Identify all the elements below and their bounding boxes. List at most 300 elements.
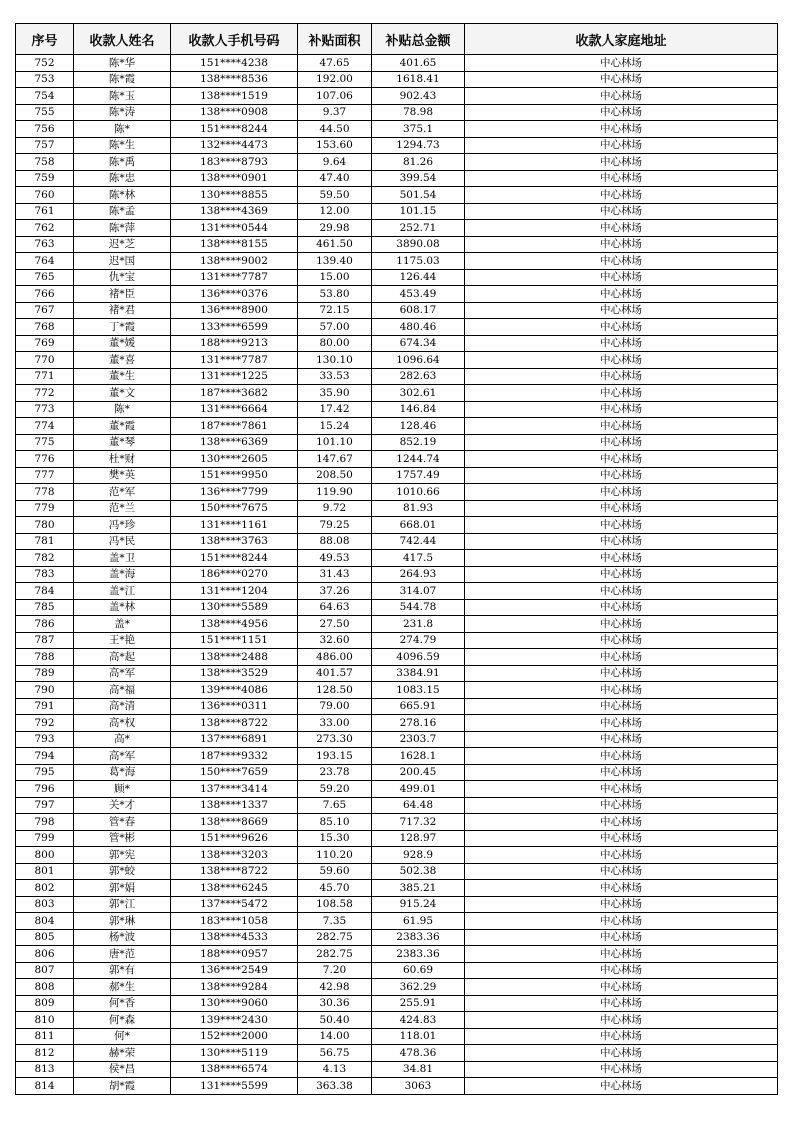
cell-payee-name: 董*霞 <box>74 418 171 435</box>
cell-payee-phone: 138****8669 <box>171 814 298 831</box>
cell-subsidy-area: 461.50 <box>298 236 372 253</box>
cell-subsidy-amount: 3384.91 <box>372 665 465 682</box>
cell-subsidy-amount: 255.91 <box>372 995 465 1012</box>
cell-serial: 805 <box>16 929 74 946</box>
cell-payee-phone: 138****8536 <box>171 71 298 88</box>
cell-payee-phone: 138****8155 <box>171 236 298 253</box>
cell-subsidy-area: 23.78 <box>298 764 372 781</box>
cell-serial: 785 <box>16 599 74 616</box>
cell-subsidy-amount: 81.93 <box>372 500 465 517</box>
cell-payee-name: 盖* <box>74 616 171 633</box>
cell-serial: 789 <box>16 665 74 682</box>
cell-payee-phone: 188****9213 <box>171 335 298 352</box>
cell-payee-phone: 131****5599 <box>171 1078 298 1095</box>
cell-serial: 782 <box>16 550 74 567</box>
cell-home-address: 中心林场 <box>465 71 778 88</box>
table-row <box>16 1028 778 1045</box>
cell-subsidy-area: 401.57 <box>298 665 372 682</box>
cell-home-address: 中心林场 <box>465 649 778 666</box>
subsidy-table <box>15 23 778 1095</box>
table-row <box>16 434 778 451</box>
cell-home-address: 中心林场 <box>465 781 778 798</box>
cell-home-address: 中心林场 <box>465 319 778 336</box>
cell-payee-phone: 138****8722 <box>171 715 298 732</box>
table-row <box>16 467 778 484</box>
cell-payee-phone: 151****1151 <box>171 632 298 649</box>
cell-payee-phone: 186****0270 <box>171 566 298 583</box>
table-row <box>16 104 778 121</box>
cell-home-address: 中心林场 <box>465 566 778 583</box>
table-row <box>16 121 778 138</box>
cell-subsidy-area: 33.53 <box>298 368 372 385</box>
cell-payee-name: 侯*昌 <box>74 1061 171 1078</box>
cell-payee-name: 范*军 <box>74 484 171 501</box>
cell-home-address: 中心林场 <box>465 484 778 501</box>
cell-subsidy-area: 47.65 <box>298 55 372 72</box>
cell-subsidy-amount: 282.63 <box>372 368 465 385</box>
cell-payee-phone: 137****3414 <box>171 781 298 798</box>
cell-subsidy-amount: 200.45 <box>372 764 465 781</box>
cell-serial: 768 <box>16 319 74 336</box>
cell-payee-name: 唐*范 <box>74 946 171 963</box>
cell-serial: 754 <box>16 88 74 105</box>
header-payee-name: 收款人姓名 <box>74 24 171 55</box>
cell-payee-phone: 136****8900 <box>171 302 298 319</box>
cell-subsidy-area: 50.40 <box>298 1012 372 1029</box>
cell-subsidy-amount: 375.1 <box>372 121 465 138</box>
cell-payee-name: 董*喜 <box>74 352 171 369</box>
cell-serial: 808 <box>16 979 74 996</box>
table-row <box>16 187 778 204</box>
cell-serial: 796 <box>16 781 74 798</box>
table-row <box>16 302 778 319</box>
cell-payee-phone: 138****1337 <box>171 797 298 814</box>
cell-subsidy-amount: 118.01 <box>372 1028 465 1045</box>
cell-subsidy-area: 57.00 <box>298 319 372 336</box>
cell-home-address: 中心林场 <box>465 170 778 187</box>
table-row <box>16 946 778 963</box>
cell-serial: 783 <box>16 566 74 583</box>
cell-subsidy-area: 30.36 <box>298 995 372 1012</box>
table-row <box>16 401 778 418</box>
cell-payee-name: 褚*臣 <box>74 286 171 303</box>
table-row <box>16 1012 778 1029</box>
table-row <box>16 566 778 583</box>
table-row <box>16 929 778 946</box>
cell-serial: 761 <box>16 203 74 220</box>
cell-serial: 811 <box>16 1028 74 1045</box>
cell-subsidy-amount: 60.69 <box>372 962 465 979</box>
cell-payee-name: 陈*涛 <box>74 104 171 121</box>
cell-serial: 763 <box>16 236 74 253</box>
cell-subsidy-amount: 2383.36 <box>372 946 465 963</box>
cell-serial: 775 <box>16 434 74 451</box>
cell-payee-phone: 138****9284 <box>171 979 298 996</box>
cell-payee-phone: 138****0901 <box>171 170 298 187</box>
cell-home-address: 中心林场 <box>465 121 778 138</box>
cell-payee-name: 迟*国 <box>74 253 171 270</box>
cell-payee-name: 陈*孟 <box>74 203 171 220</box>
cell-serial: 771 <box>16 368 74 385</box>
cell-subsidy-amount: 64.48 <box>372 797 465 814</box>
cell-subsidy-amount: 401.65 <box>372 55 465 72</box>
cell-home-address: 中心林场 <box>465 929 778 946</box>
cell-home-address: 中心林场 <box>465 797 778 814</box>
cell-subsidy-amount: 665.91 <box>372 698 465 715</box>
cell-payee-phone: 183****8793 <box>171 154 298 171</box>
cell-serial: 794 <box>16 748 74 765</box>
cell-payee-name: 郭*琳 <box>74 913 171 930</box>
cell-payee-phone: 138****6574 <box>171 1061 298 1078</box>
table-row <box>16 599 778 616</box>
cell-payee-name: 陈* <box>74 401 171 418</box>
cell-home-address: 中心林场 <box>465 665 778 682</box>
cell-subsidy-amount: 915.24 <box>372 896 465 913</box>
header-subsidy-area: 补贴面积 <box>298 24 372 55</box>
table-row <box>16 583 778 600</box>
cell-subsidy-amount: 1757.49 <box>372 467 465 484</box>
cell-subsidy-amount: 34.81 <box>372 1061 465 1078</box>
cell-payee-phone: 187****3682 <box>171 385 298 402</box>
cell-payee-phone: 139****2430 <box>171 1012 298 1029</box>
cell-subsidy-area: 12.00 <box>298 203 372 220</box>
cell-payee-name: 郭*蛟 <box>74 863 171 880</box>
cell-serial: 769 <box>16 335 74 352</box>
cell-subsidy-area: 282.75 <box>298 946 372 963</box>
table-row <box>16 236 778 253</box>
cell-home-address: 中心林场 <box>465 467 778 484</box>
cell-subsidy-amount: 252.71 <box>372 220 465 237</box>
cell-serial: 797 <box>16 797 74 814</box>
cell-payee-phone: 150****7675 <box>171 500 298 517</box>
cell-subsidy-area: 119.90 <box>298 484 372 501</box>
cell-subsidy-area: 88.08 <box>298 533 372 550</box>
cell-serial: 778 <box>16 484 74 501</box>
cell-subsidy-area: 192.00 <box>298 71 372 88</box>
cell-home-address: 中心林场 <box>465 748 778 765</box>
cell-payee-phone: 138****1519 <box>171 88 298 105</box>
cell-payee-name: 何*香 <box>74 995 171 1012</box>
table-row <box>16 220 778 237</box>
cell-payee-name: 董*琴 <box>74 434 171 451</box>
cell-subsidy-area: 193.15 <box>298 748 372 765</box>
cell-serial: 790 <box>16 682 74 699</box>
cell-home-address: 中心林场 <box>465 236 778 253</box>
table-row <box>16 682 778 699</box>
cell-subsidy-area: 7.20 <box>298 962 372 979</box>
cell-payee-name: 何*森 <box>74 1012 171 1029</box>
cell-subsidy-area: 37.26 <box>298 583 372 600</box>
cell-serial: 810 <box>16 1012 74 1029</box>
cell-payee-name: 王*艳 <box>74 632 171 649</box>
cell-payee-name: 陈*生 <box>74 137 171 154</box>
cell-subsidy-amount: 478.36 <box>372 1045 465 1062</box>
cell-home-address: 中心林场 <box>465 814 778 831</box>
cell-subsidy-amount: 385.21 <box>372 880 465 897</box>
cell-payee-name: 陈*玉 <box>74 88 171 105</box>
table-row <box>16 715 778 732</box>
cell-payee-name: 赫*荣 <box>74 1045 171 1062</box>
cell-payee-name: 高*军 <box>74 665 171 682</box>
cell-home-address: 中心林场 <box>465 632 778 649</box>
cell-payee-name: 高*福 <box>74 682 171 699</box>
cell-serial: 774 <box>16 418 74 435</box>
cell-payee-name: 陈*禹 <box>74 154 171 171</box>
cell-subsidy-amount: 81.26 <box>372 154 465 171</box>
cell-subsidy-amount: 852.19 <box>372 434 465 451</box>
header-row <box>16 24 778 55</box>
cell-payee-name: 胡*霞 <box>74 1078 171 1095</box>
cell-payee-phone: 130****5589 <box>171 599 298 616</box>
cell-subsidy-amount: 314.07 <box>372 583 465 600</box>
cell-home-address: 中心林场 <box>465 418 778 435</box>
cell-home-address: 中心林场 <box>465 385 778 402</box>
cell-payee-phone: 151****8244 <box>171 121 298 138</box>
cell-payee-phone: 138****9002 <box>171 253 298 270</box>
cell-payee-phone: 138****8722 <box>171 863 298 880</box>
cell-home-address: 中心林场 <box>465 187 778 204</box>
cell-home-address: 中心林场 <box>465 335 778 352</box>
table-body <box>16 55 778 1095</box>
cell-serial: 770 <box>16 352 74 369</box>
cell-home-address: 中心林场 <box>465 269 778 286</box>
table-row <box>16 764 778 781</box>
cell-home-address: 中心林场 <box>465 616 778 633</box>
cell-payee-name: 冯*民 <box>74 533 171 550</box>
table-row <box>16 550 778 567</box>
cell-payee-name: 陈*华 <box>74 55 171 72</box>
cell-payee-phone: 138****6245 <box>171 880 298 897</box>
cell-payee-name: 高*军 <box>74 748 171 765</box>
cell-home-address: 中心林场 <box>465 599 778 616</box>
cell-payee-name: 郭*娟 <box>74 880 171 897</box>
cell-subsidy-area: 208.50 <box>298 467 372 484</box>
cell-payee-name: 管*春 <box>74 814 171 831</box>
cell-home-address: 中心林场 <box>465 500 778 517</box>
cell-serial: 800 <box>16 847 74 864</box>
cell-payee-phone: 131****0544 <box>171 220 298 237</box>
cell-payee-phone: 131****7787 <box>171 269 298 286</box>
table-row <box>16 847 778 864</box>
cell-subsidy-amount: 101.15 <box>372 203 465 220</box>
cell-home-address: 中心林场 <box>465 533 778 550</box>
cell-payee-phone: 136****2549 <box>171 962 298 979</box>
cell-serial: 802 <box>16 880 74 897</box>
cell-serial: 773 <box>16 401 74 418</box>
cell-home-address: 中心林场 <box>465 896 778 913</box>
cell-serial: 804 <box>16 913 74 930</box>
cell-subsidy-area: 29.98 <box>298 220 372 237</box>
table-header <box>16 24 778 55</box>
cell-home-address: 中心林场 <box>465 1061 778 1078</box>
cell-home-address: 中心林场 <box>465 913 778 930</box>
cell-subsidy-amount: 742.44 <box>372 533 465 550</box>
cell-subsidy-amount: 501.54 <box>372 187 465 204</box>
cell-home-address: 中心林场 <box>465 1045 778 1062</box>
cell-serial: 799 <box>16 830 74 847</box>
cell-subsidy-area: 85.10 <box>298 814 372 831</box>
cell-home-address: 中心林场 <box>465 220 778 237</box>
cell-subsidy-area: 486.00 <box>298 649 372 666</box>
cell-payee-name: 高*清 <box>74 698 171 715</box>
cell-home-address: 中心林场 <box>465 203 778 220</box>
cell-subsidy-area: 282.75 <box>298 929 372 946</box>
cell-subsidy-area: 59.60 <box>298 863 372 880</box>
header-payee-phone: 收款人手机号码 <box>171 24 298 55</box>
cell-subsidy-area: 7.65 <box>298 797 372 814</box>
cell-subsidy-amount: 502.38 <box>372 863 465 880</box>
cell-payee-phone: 131****1161 <box>171 517 298 534</box>
cell-payee-phone: 187****7861 <box>171 418 298 435</box>
cell-subsidy-area: 59.20 <box>298 781 372 798</box>
table-row <box>16 71 778 88</box>
cell-payee-name: 范*兰 <box>74 500 171 517</box>
cell-payee-name: 盖*卫 <box>74 550 171 567</box>
cell-subsidy-area: 53.80 <box>298 286 372 303</box>
cell-payee-name: 盖*林 <box>74 599 171 616</box>
cell-payee-name: 陈* <box>74 121 171 138</box>
table-row <box>16 616 778 633</box>
cell-payee-phone: 138****2488 <box>171 649 298 666</box>
cell-serial: 781 <box>16 533 74 550</box>
table-row <box>16 665 778 682</box>
cell-subsidy-amount: 128.97 <box>372 830 465 847</box>
cell-payee-name: 褚*君 <box>74 302 171 319</box>
cell-home-address: 中心林场 <box>465 1012 778 1029</box>
cell-subsidy-area: 42.98 <box>298 979 372 996</box>
cell-subsidy-area: 56.75 <box>298 1045 372 1062</box>
cell-serial: 780 <box>16 517 74 534</box>
cell-subsidy-amount: 3063 <box>372 1078 465 1095</box>
cell-subsidy-area: 128.50 <box>298 682 372 699</box>
cell-payee-phone: 187****9332 <box>171 748 298 765</box>
cell-subsidy-amount: 544.78 <box>372 599 465 616</box>
cell-subsidy-area: 17.42 <box>298 401 372 418</box>
cell-subsidy-amount: 1096.64 <box>372 352 465 369</box>
table-row <box>16 797 778 814</box>
cell-payee-phone: 138****4369 <box>171 203 298 220</box>
cell-serial: 803 <box>16 896 74 913</box>
table-row <box>16 253 778 270</box>
cell-subsidy-amount: 902.43 <box>372 88 465 105</box>
cell-home-address: 中心林场 <box>465 55 778 72</box>
cell-subsidy-amount: 1175.03 <box>372 253 465 270</box>
cell-subsidy-area: 59.50 <box>298 187 372 204</box>
cell-payee-name: 冯*珍 <box>74 517 171 534</box>
cell-subsidy-amount: 424.83 <box>372 1012 465 1029</box>
cell-subsidy-area: 130.10 <box>298 352 372 369</box>
cell-payee-name: 关*才 <box>74 797 171 814</box>
cell-subsidy-area: 15.30 <box>298 830 372 847</box>
cell-payee-phone: 139****4086 <box>171 682 298 699</box>
cell-payee-phone: 138****0908 <box>171 104 298 121</box>
cell-subsidy-amount: 3890.08 <box>372 236 465 253</box>
cell-home-address: 中心林场 <box>465 517 778 534</box>
cell-home-address: 中心林场 <box>465 550 778 567</box>
header-serial: 序号 <box>16 24 74 55</box>
table-row <box>16 698 778 715</box>
cell-home-address: 中心林场 <box>465 1028 778 1045</box>
cell-payee-name: 顾* <box>74 781 171 798</box>
cell-serial: 762 <box>16 220 74 237</box>
cell-payee-name: 郭*江 <box>74 896 171 913</box>
table-row <box>16 137 778 154</box>
table-row <box>16 632 778 649</box>
cell-serial: 812 <box>16 1045 74 1062</box>
cell-payee-phone: 132****4473 <box>171 137 298 154</box>
cell-serial: 793 <box>16 731 74 748</box>
cell-payee-phone: 137****6891 <box>171 731 298 748</box>
table-row <box>16 517 778 534</box>
table-row <box>16 533 778 550</box>
header-subsidy-amount: 补贴总金额 <box>372 24 465 55</box>
table-row <box>16 286 778 303</box>
cell-subsidy-amount: 128.46 <box>372 418 465 435</box>
cell-subsidy-area: 33.00 <box>298 715 372 732</box>
table-row <box>16 154 778 171</box>
cell-payee-phone: 130****8855 <box>171 187 298 204</box>
cell-payee-name: 葛*海 <box>74 764 171 781</box>
cell-subsidy-area: 139.40 <box>298 253 372 270</box>
cell-subsidy-area: 64.63 <box>298 599 372 616</box>
cell-payee-phone: 151****9626 <box>171 830 298 847</box>
cell-subsidy-area: 14.00 <box>298 1028 372 1045</box>
cell-home-address: 中心林场 <box>465 104 778 121</box>
table-row <box>16 203 778 220</box>
cell-subsidy-area: 7.35 <box>298 913 372 930</box>
cell-subsidy-area: 9.64 <box>298 154 372 171</box>
cell-payee-phone: 131****1225 <box>171 368 298 385</box>
cell-subsidy-amount: 61.95 <box>372 913 465 930</box>
cell-payee-phone: 130****2605 <box>171 451 298 468</box>
cell-payee-name: 盖*江 <box>74 583 171 600</box>
cell-serial: 767 <box>16 302 74 319</box>
cell-subsidy-amount: 674.34 <box>372 335 465 352</box>
cell-serial: 786 <box>16 616 74 633</box>
table-row <box>16 385 778 402</box>
cell-subsidy-area: 15.00 <box>298 269 372 286</box>
table-row <box>16 55 778 72</box>
cell-home-address: 中心林场 <box>465 682 778 699</box>
cell-subsidy-amount: 928.9 <box>372 847 465 864</box>
cell-subsidy-amount: 480.46 <box>372 319 465 336</box>
cell-payee-phone: 131****6664 <box>171 401 298 418</box>
cell-payee-phone: 136****0376 <box>171 286 298 303</box>
cell-payee-name: 郝*生 <box>74 979 171 996</box>
cell-serial: 791 <box>16 698 74 715</box>
table-row <box>16 913 778 930</box>
cell-payee-name: 陈*忠 <box>74 170 171 187</box>
cell-serial: 756 <box>16 121 74 138</box>
cell-subsidy-area: 4.13 <box>298 1061 372 1078</box>
table-row <box>16 335 778 352</box>
cell-subsidy-area: 72.15 <box>298 302 372 319</box>
cell-payee-name: 樊*英 <box>74 467 171 484</box>
cell-home-address: 中心林场 <box>465 352 778 369</box>
cell-serial: 807 <box>16 962 74 979</box>
cell-subsidy-amount: 264.93 <box>372 566 465 583</box>
cell-payee-phone: 130****9060 <box>171 995 298 1012</box>
cell-payee-phone: 188****0957 <box>171 946 298 963</box>
table-row <box>16 896 778 913</box>
cell-serial: 787 <box>16 632 74 649</box>
cell-serial: 758 <box>16 154 74 171</box>
cell-subsidy-area: 32.60 <box>298 632 372 649</box>
table-row <box>16 1078 778 1095</box>
cell-subsidy-area: 47.40 <box>298 170 372 187</box>
cell-serial: 760 <box>16 187 74 204</box>
cell-subsidy-amount: 668.01 <box>372 517 465 534</box>
